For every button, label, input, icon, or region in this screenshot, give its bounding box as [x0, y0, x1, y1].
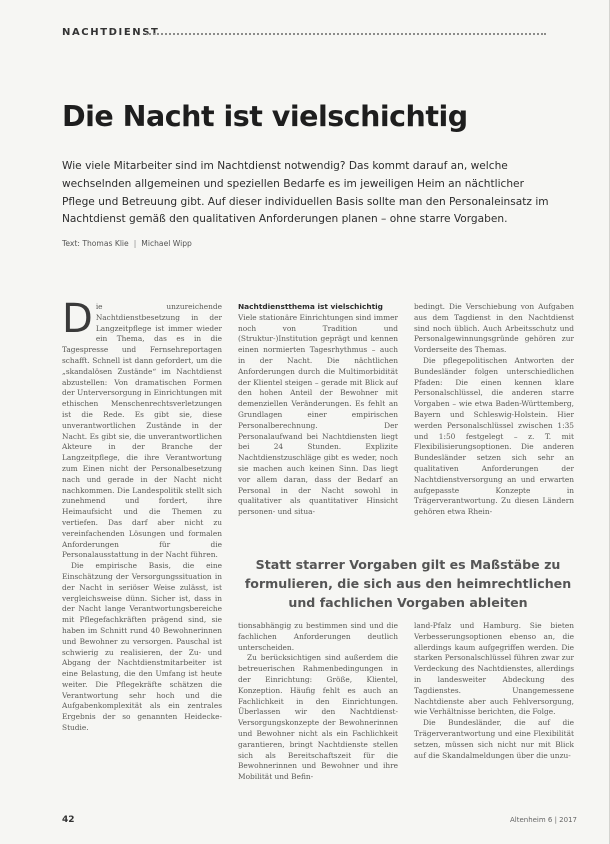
drop-cap: D — [62, 302, 93, 342]
body-paragraph: land-Pfalz und Hamburg. Sie bieten Verbesserungsoptionen ebenso an, die allerdings kaum aufgegriffen werden. Die starken Personalschlüssel führen zwar zur Verdeckung des Nachtdienstes, allerdings in landesweiter Abdeckung des Tagdienstes. Unangemessene Nachtdienste aber auch Fehlversorgung, wie Verhältnisse berichten, die Folge. — [414, 621, 574, 717]
page-number: 42 — [62, 815, 75, 825]
byline-author-1: Text: Thomas Klie — [62, 239, 129, 248]
article-title: Die Nacht ist vielschichtig — [62, 100, 468, 133]
body-paragraph: Die Bundesländer, die auf die Trägerverantwortung und eine Flexibilität setzen, müssen sich nicht nur mit Blick auf die Skandalmeldungen über die unzu- — [414, 718, 574, 760]
body-paragraph: Zu berücksichtigen sind außerdem die betreuerischen Rahmenbedingungen in der Einrichtung: Größe, Klientel, Konzeption. Häufig fehlt es auch an Fachlichkeit in den Einrichtungen. Überlassen wir den Nachtdienst-Versorgungskonzepte der Bewohnerinnen und Bewohner nicht als ein Fachlichkeit garantieren, bringt Nachtdienste stellen sich als Bereitschaftszeit für die Bewohnerinnen und Bewohner und ihre Mobilität und Befin- — [238, 653, 398, 782]
body-column-2 — [238, 302, 398, 518]
body-paragraph: tionsabhängig zu bestimmen sind und die fachlichen Anforderungen deutlich unterscheiden. — [238, 621, 398, 652]
body-column-1 — [62, 302, 222, 807]
body-paragraph: Die pflegepolitischen Antworten der Bundesländer folgen unterschiedlichen Pfaden: Die einen kennen klare Personalschlüssel, die anderen starre Vorgaben – wie etwa Baden-Württemberg, Bayern und Schleswig-Holstein. Hier werden Personalschlüssel zwischen 1:35 und 1:50 festgelegt – z. T. mit Flexibilisierungsoptionen. Die anderen Bundesländer setzen sich sehr an qualitativen Anforderungen der Nachtdienstversorgung an und erwarten aufgepasste Konzepte in Trägerverantwortung. Zu diesen Ländern gehören etwa Rhein- — [414, 355, 574, 517]
paragraph-text: ie unzureichende Nachtdienstbesetzung in der Langzeitpflege ist immer wieder ein Thema, das es in die Tagespresse und Fernsehreportagen schafft. Schnell ist dann gefordert, um die „skandalösen Zustände“ im Nachtdienst abzustellen: Von dramatischen Formen der Unterversorgung in Einrichtungen mit ethischen Menschenrechtsverletzungen ist die Rede. Es gibt sie, diese unverantwortlichen Zustände in der Nacht. Es gibt sie, die unverantwortlichen Akteure in der Branche der Langzeitpflege, die ihre Verantwortung zum Einen nicht der Personalbesetzung nach und gerade in der Nacht nicht nachkommen. Die Landespolitik stellt sich zunehmend und fordert, ihre Heimaufsicht und die Themen zu vertiefen. Das darf aber nicht zu vereinfachenden Lösungen und formalen Anforderungen für die Personalausstattung in der Nacht führen. — [62, 302, 222, 560]
body-column-3-lower — [414, 621, 574, 807]
body-paragraph: bedingt. Die Verschiebung von Aufgaben aus dem Tagdienst in den Nachtdienst sind noch üblich. Auch Arbeitsschutz und Personalgewinnungsgründe gehören zur Vorderseite des Themas. — [414, 302, 574, 355]
pull-quote: Statt starrer Vorgaben gilt es Maßstäbe zu formulieren, die sich aus den heimrechtlichen und fachlichen Vorgaben ableiten — [244, 557, 572, 610]
byline-separator: | — [133, 239, 137, 248]
section-dotted-rule — [146, 33, 546, 35]
body-paragraph — [62, 302, 222, 561]
journal-issue: Altenheim 6 | 2017 — [509, 816, 577, 824]
body-paragraph: Viele stationäre Einrichtungen sind immer noch von Tradition und (Struktur-)Institution geprägt und kennen einen normierten Tagesrhythmus – auch in der Nacht. Die nächtlichen Anforderungen durch die Multimorbidität der Klientel steigen – gerade mit Blick auf den hohen Anteil der Bewohner mit demenziellen Veränderungen. Es fehlt an Grundlagen einer empirischen Personalberechnung. Der Personalaufwand bei Nachtdiensten liegt bei 24 Stunden. Explizite Nachtdienstzuschläge gibt es weder, noch sie machen auch keinen Sinn. Das liegt vor allem daran, dass der Bedarf an Personal in der Nacht sowohl in qualitativer als quantitativer Hinsicht personen- und situa- — [238, 312, 398, 517]
section-label: NACHTDIENST — [62, 27, 160, 38]
body-paragraph: Die empirische Basis, die eine Einschätzung der Versorgungssituation in der Nacht in seriöser Weise zulässt, ist vergleichsweise dünn. Sicher ist, dass in der Nacht lange Verantwortungsbereiche mit Pflegefachkräften prägend sind, sie haben im Schnitt rund 40 Bewohnerinnen und Bewohner zu versorgen. Pauschal ist schwierig zu realisieren, der Zu- und Abgang der Nachtdienstmitarbeiter ist eine Belastung, die den Umfang ist heute weiter. Die Pflegekräfte schätzen die Verantwortung sehr hoch und die Aufgabenkomplexität als ein zentrales Ergebnis der so genannten Heidecke-Studie. — [62, 561, 222, 733]
byline-author-2: Michael Wipp — [141, 239, 192, 248]
body-column-3 — [414, 302, 574, 558]
byline — [62, 239, 192, 248]
column-subhead: Nachtdienstthema ist vielschichtig — [238, 302, 383, 311]
article-lead: Wie viele Mitarbeiter sind im Nachtdienst notwendig? Das kommt darauf an, welche wechselnden allgemeinen und speziellen Bedarfe es im jeweiligen Heim an nächtlicher Pflege und Betreuung gibt. Auf dieser individuellen Basis sollte man den Personaleinsatz im Nachtdienst gemäß den qualitativen Anforderungen planen – ohne starre Vorgaben. — [62, 160, 549, 226]
body-column-2-lower — [238, 621, 398, 807]
